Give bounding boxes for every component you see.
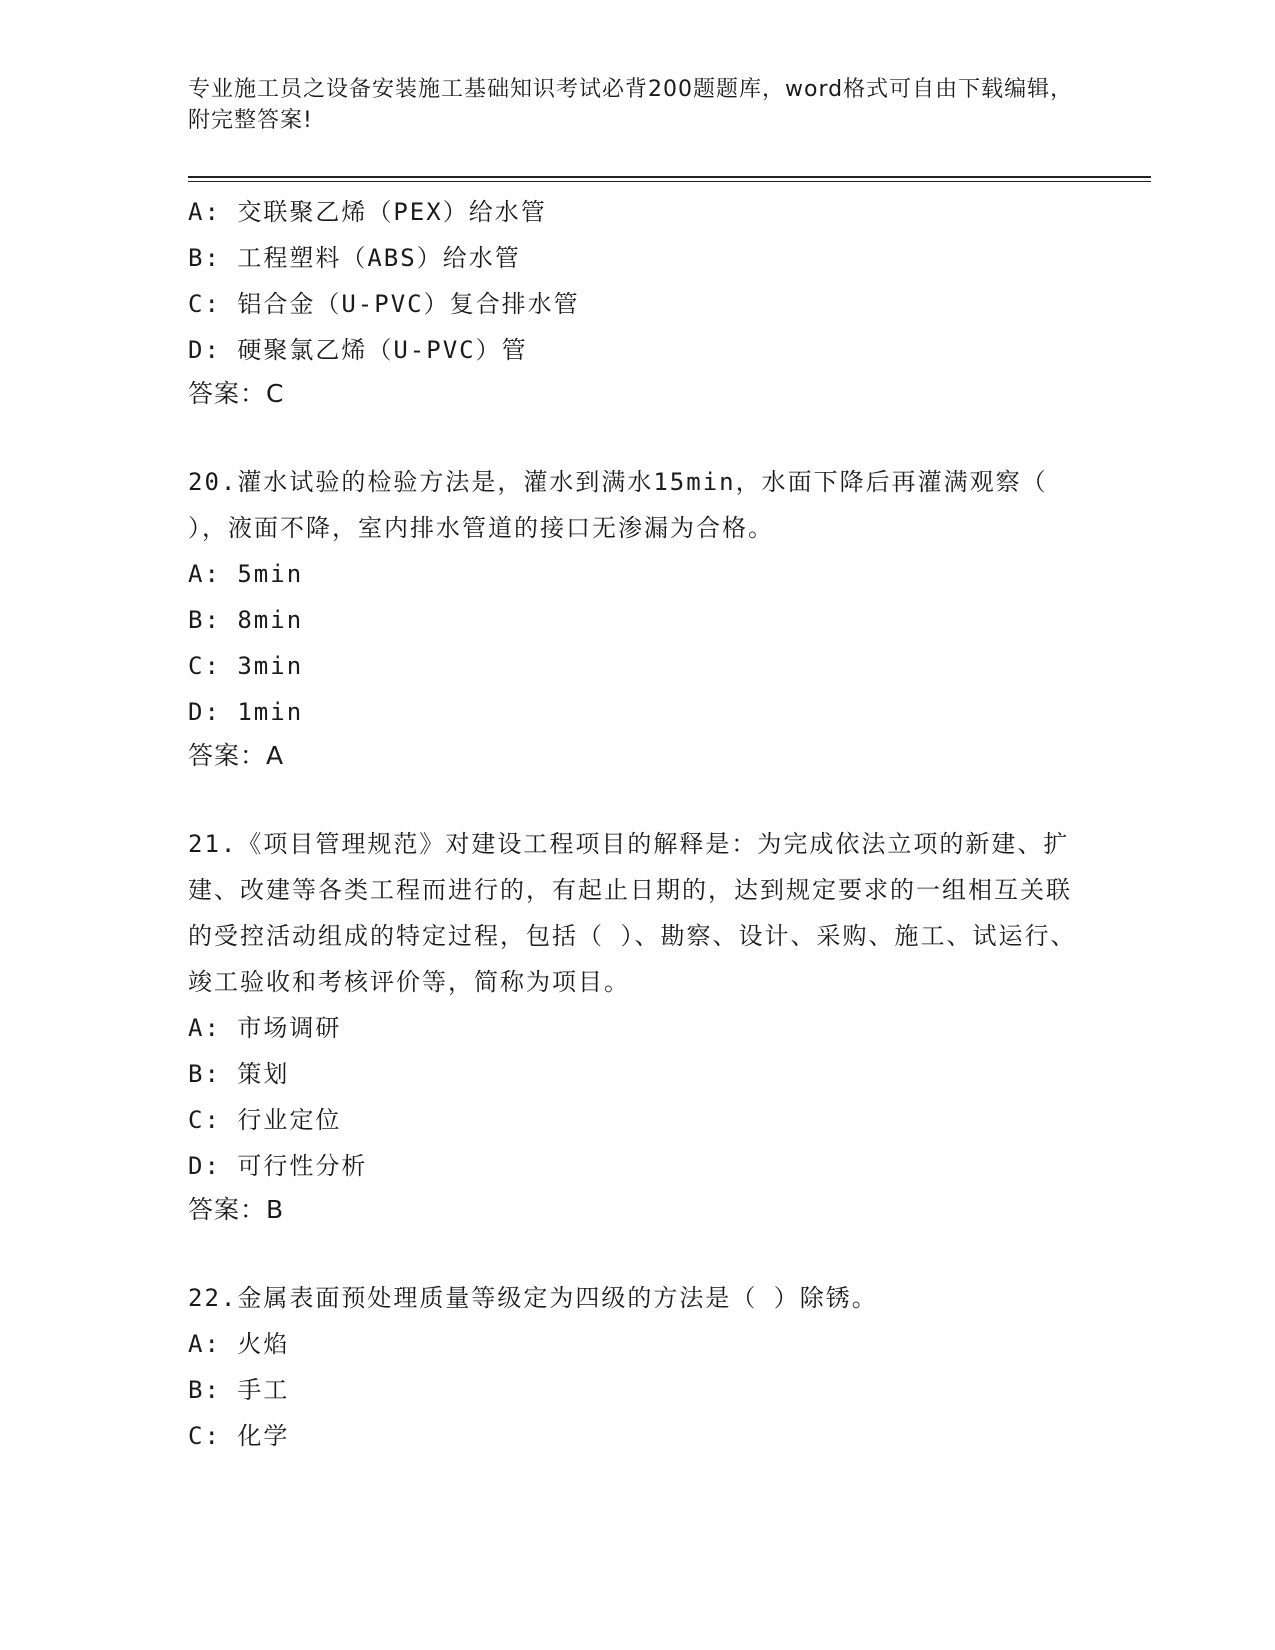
option-d: D: 1min (188, 698, 304, 726)
question-list (188, 189, 1088, 1459)
option-c: C: 行业定位 (188, 1106, 342, 1134)
answer-line: 答案：C (188, 379, 285, 408)
answer-line: 答案：B (188, 1195, 285, 1224)
option-c: C: 铝合金（U-PVC）复合排水管 (188, 290, 580, 318)
question-block-21 (188, 821, 1088, 1231)
answer-line: 答案：A (188, 741, 285, 770)
question-text: 21.《项目管理规范》对建设工程项目的解释是：为完成依法立项的新建、扩建、改建等各类工程而进行的，有起止日期的，达到规定要求的一组相互关联的受控活动组成的特定过程，包括（ ）、勘察、设计、采购、施工、试运行、竣工验收和考核评价等，简称为项目。 (188, 830, 1077, 996)
question-text: 22.金属表面预处理质量等级定为四级的方法是（ ）除锈。 (188, 1284, 878, 1312)
option-a: A: 5min (188, 560, 304, 588)
header-divider-thin (188, 181, 1151, 182)
option-a: A: 火焰 (188, 1330, 290, 1358)
question-spacer (188, 415, 1088, 459)
question-spacer (188, 777, 1088, 821)
option-a: A: 市场调研 (188, 1014, 342, 1042)
question-spacer (188, 1231, 1088, 1275)
option-b: B: 手工 (188, 1376, 290, 1404)
question-block-22 (188, 1275, 1088, 1459)
page-header-title: 专业施工员之设备安装施工基础知识考试必背200题题库，word格式可自由下载编辑，附完整答案! (188, 77, 1074, 133)
header-divider-thick (188, 176, 1151, 178)
option-b: B: 工程塑料（ABS）给水管 (188, 244, 521, 272)
option-c: C: 3min (188, 652, 304, 680)
option-a: A: 交联聚乙烯（PEX）给水管 (188, 198, 547, 226)
question-text: 20.灌水试验的检验方法是，灌水到满水15min，水面下降后再灌满观察（ ），液面不降，室内排水管道的接口无渗漏为合格。 (188, 468, 1048, 542)
option-d: D: 硬聚氯乙烯（U-PVC）管 (188, 336, 528, 364)
option-d: D: 可行性分析 (188, 1152, 368, 1180)
question-block-19 (188, 189, 1088, 415)
question-block-20 (188, 459, 1088, 777)
option-b: B: 8min (188, 606, 304, 634)
option-b: B: 策划 (188, 1060, 290, 1088)
option-c: C: 化学 (188, 1422, 290, 1450)
